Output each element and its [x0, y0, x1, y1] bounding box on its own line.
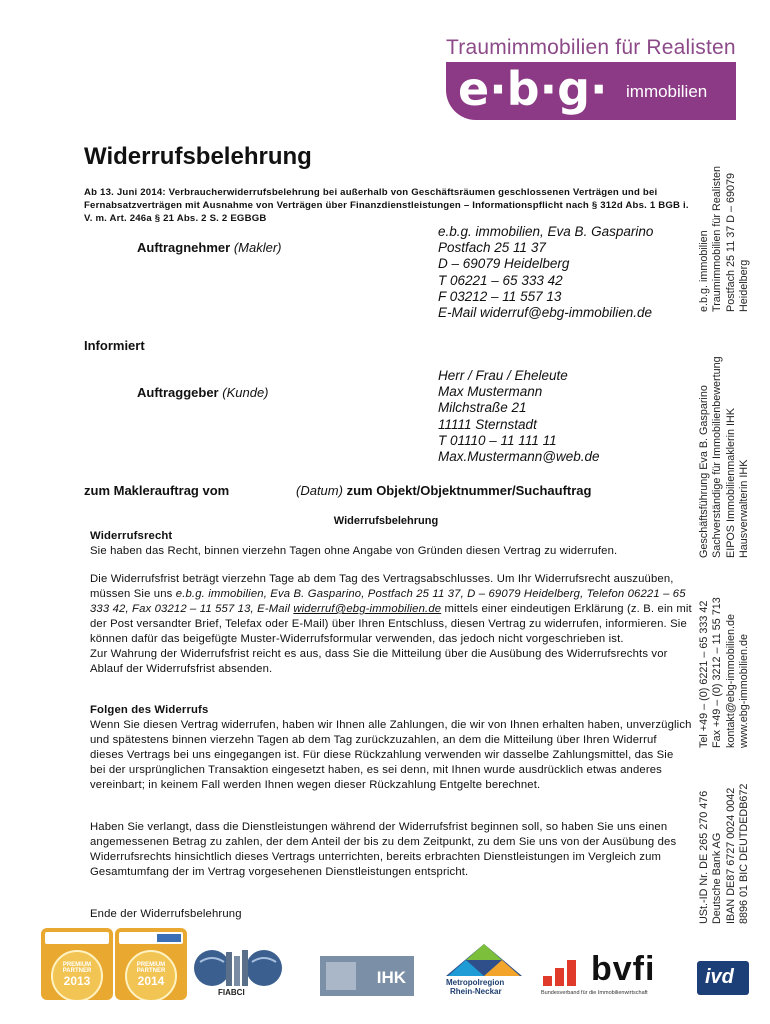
auftraggeber-line: Max Mustermann [438, 384, 543, 400]
ihk-text: IHK [376, 968, 406, 987]
frist-contact: e.b.g. immobilien, Eva B. Gasparino, Postfach 25 11 37, D – 69079 Heidelberg, Telefon 06221 – 65 333 42, Fax 03212 – 11 557 13, E-Mail [90, 588, 686, 615]
sidebar-address-line: Heidelberg [737, 259, 750, 312]
folgen-text: Wenn Sie diesen Vertrag widerrufen, haben wir Ihnen alle Zahlungen, die wir von Ihnen erhalten haben, unverzüglich und spätestens binnen vierzehn Tagen ab dem Tag zurückzuzahlen, an dem die Mitteilung über Ihren Widerruf dieses Vertrags bei uns eingegangen ist. Für diese Rückzahlung verwenden wir dasselbe Zahlungsmittel, das Sie bei der ursprünglichen Transaktion eingesetzt haben, es sei denn, mit Ihnen wurde ausdrücklich etwas anderes vereinbart; in keinem Fall werden Ihnen wegen dieser Rückzahlung Entgelte berechnet. [90, 719, 692, 791]
ihk-logo [320, 956, 414, 996]
auftraggeber-line: 11111 Sternstadt [438, 416, 537, 432]
sidebar-bank-line: IBAN DE87 6727 0024 0042 [724, 787, 737, 924]
folgen-block [90, 703, 692, 793]
widerrufsrecht-heading: Widerrufsrecht [90, 530, 173, 542]
intro-text: Ab 13. Juni 2014: Verbraucherwiderrufsbelehrung bei außerhalb von Geschäftsräumen geschlossenen Verträgen und bei Fernabsatzverträgen mit Ausnahme von Verträgen über Finanzdienstleistungen – Informationspflicht nach § 312d Abs. 1 BGB i. V. m. Art. 246a § 21 Abs. 2 S. 2 EGBGB [84, 187, 689, 224]
sidebar-contact-line: www.ebg-immobilien.de [737, 633, 750, 748]
metropolregion-logo [444, 942, 524, 1000]
bvfi-caption: Bundesverband für die Immobilienwirtschaft [541, 990, 648, 996]
folgen-heading: Folgen des Widerrufs [90, 704, 209, 716]
auftragnehmer-line: T 06221 – 65 333 42 [438, 272, 563, 288]
sidebar-management-line: Geschäftsführung Eva B. Gasparino [698, 385, 710, 558]
badge-tag [157, 934, 181, 942]
maklerauftrag-label: zum Maklerauftrag vom [84, 483, 230, 498]
widerruf-email-link[interactable]: widerruf@ebg-immobilien.de [293, 603, 442, 615]
sidebar-management [698, 356, 751, 558]
sidebar-address-line: Traumimmobilien für Realisten [711, 165, 724, 312]
sidebar-bank-line: Deutsche Bank AG [711, 832, 724, 924]
auftraggeber-label-text: Auftraggeber [137, 385, 219, 400]
sidebar-management-line: Sachverständige für Immobilienbewertung [711, 356, 724, 558]
page-title: Widerrufsbelehrung [84, 143, 312, 170]
sidebar-contact-line: Tel +49 – (0) 6221 – 65 333 42 [698, 600, 710, 748]
partner-text: PARTNER [62, 968, 92, 974]
auftraggeber-line: T 01110 – 11 111 11 [438, 432, 557, 448]
premium-medal-2013 [51, 950, 103, 1000]
auftraggeber-address [438, 368, 600, 465]
partner-text: PARTNER [136, 968, 166, 974]
sidebar-contact-line: kontakt@ebg-immobilien.de [724, 614, 737, 748]
frist-text-a: Die Widerrufsfrist beträgt vierzehn Tage ab dem Tag des Vertragsabschlusses. Um Ihr Widerrufsrecht auszuüben, müssen Sie uns [90, 573, 674, 600]
sidebar-address-line: e.b.g. immobilien [698, 230, 710, 312]
ivd-logo [697, 961, 749, 995]
informiert-label: Informiert [84, 338, 145, 353]
maklerauftrag-object [296, 483, 591, 498]
sidebar-bank-line: 8896 01 BIC DEUTDEDB672 [737, 783, 750, 924]
logo-sub-text: immobilien [626, 82, 708, 101]
fiabci-caption: FIABCI [218, 988, 245, 997]
fiabci-globe-icon [192, 948, 284, 988]
auftraggeber-line: Herr / Frau / Eheleute [438, 368, 568, 383]
maklerauftrag-right: zum Objekt/Objektnummer/Suchauftrag [346, 483, 592, 498]
auftraggeber-label [137, 385, 269, 400]
ivd-text: ivd [705, 966, 734, 988]
auftragnehmer-line: Postfach 25 11 37 [438, 240, 546, 256]
widerrufsrecht-block [90, 529, 692, 559]
metropolregion-mountain-icon [444, 942, 524, 980]
ebg-logo [446, 62, 736, 120]
logo-brand-text: e·b·g· [458, 62, 608, 116]
frist-text-b: mittels einer eindeutigen Erklärung (z. B. ein mit der Post versandter Brief, Telefax oder E-Mail) über Ihren Entschluss, diesen Vertrag zu widerrufen, informieren. Sie können dafür das beigefügte Muster-Widerrufsformular verwenden, das jedoch nicht vorgeschrieben ist. [90, 603, 692, 645]
auftragnehmer-line: F 03212 – 11 557 13 [438, 288, 562, 304]
ende-text: Ende der Widerrufsbelehrung [90, 908, 242, 920]
auftragnehmer-line: D – 69079 Heidelberg [438, 256, 570, 272]
widerrufsrecht-text: Sie haben das Recht, binnen vierzehn Tagen ohne Angabe von Gründen diesen Vertrag zu widerrufen. [90, 545, 618, 557]
bvfi-bars-icon [541, 952, 587, 988]
auftragnehmer-label-text: Auftragnehmer [137, 240, 231, 255]
auftraggeber-line: Max.Mustermann@web.de [438, 449, 600, 465]
auftragnehmer-label-suffix: (Makler) [233, 240, 282, 255]
premium-text: PREMIUM [62, 962, 92, 968]
auftraggeber-line: Milchstraße 21 [438, 400, 527, 416]
sidebar-address-line: Postfach 25 11 37 D – 69079 [724, 172, 737, 312]
ihk-emblem-icon [326, 962, 356, 990]
bvfi-text: bvfi [591, 950, 656, 988]
bvfi-logo [541, 948, 675, 1000]
sidebar-bank-line: USt.-ID Nr. DE 265 270 476 [698, 790, 710, 924]
auftragnehmer-address [438, 224, 653, 321]
section-title: Widerrufsbelehrung [333, 515, 439, 527]
premium-partner-2014-badge [115, 928, 187, 1000]
auftragnehmer-label [137, 240, 281, 255]
premium-partner-2013-badge [41, 928, 113, 1000]
premium-medal-2014 [125, 950, 177, 1000]
sidebar-address [698, 166, 751, 312]
sidebar-management-line: EIPOS Immobilienmaklerin IHK [724, 407, 737, 558]
year-2013: 2013 [63, 974, 91, 988]
frist-text-2: Zur Wahrung der Widerrufsfrist reicht es aus, dass Sie die Mitteilung über die Ausübung des Widerrufsrechts vor Ablauf der Widerrufsfrist absenden. [90, 648, 668, 675]
year-2014: 2014 [137, 974, 165, 988]
metropolregion-line-2: Rhein-Neckar [450, 987, 502, 996]
badge-banner [45, 932, 109, 944]
dienstleistungen-block: Haben Sie verlangt, dass die Dienstleistungen während der Widerrufsfrist beginnen soll, so haben Sie uns einen angemessenen Betrag zu zahlen, der dem Anteil der bis zu dem Zeitpunkt, zu dem Sie uns von der Ausübung des Widerrufsrechts hinsichtlich dieses Vertrags unterrichten, bereits erbrachten Dienstleistungen im Vergleich zum Gesamtumfang der im Vertrag vorgesehenen Dienstleistungen entspricht. [90, 821, 677, 878]
metropolregion-line-1: Metropolregion [446, 978, 505, 987]
frist-block [90, 572, 692, 677]
premium-text: PREMIUM [136, 962, 166, 968]
sidebar-bank [698, 784, 751, 924]
sidebar-management-line: Hausverwalterin IHK [737, 459, 750, 558]
auftraggeber-label-suffix: (Kunde) [222, 385, 269, 400]
brand-tagline: Traumimmobilien für Realisten [446, 36, 736, 59]
fiabci-logo [192, 948, 284, 1000]
auftragnehmer-line: E-Mail widerruf@ebg-immobilien.de [438, 305, 653, 321]
maklerauftrag-datum: (Datum) [296, 483, 343, 498]
auftragnehmer-line: e.b.g. immobilien, Eva B. Gasparino [438, 224, 654, 239]
sidebar-contact-line: Fax +49 – (0) 3212 – 11 55 713 [711, 597, 724, 748]
sidebar-contact [698, 597, 751, 748]
